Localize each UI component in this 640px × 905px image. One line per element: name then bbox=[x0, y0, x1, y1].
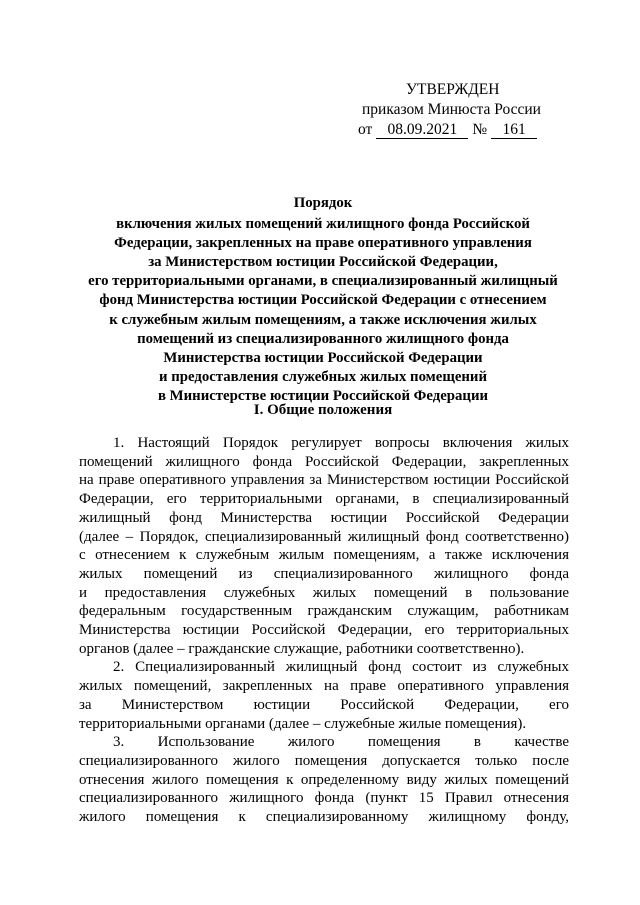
paragraph-2-line: 2. Специализированный жилищный фонд состоит из служебных bbox=[113, 659, 569, 676]
paragraph-1-line: (далее – Порядок, специализированный жилищный фонд соответственно) bbox=[79, 528, 569, 545]
section-heading: I. Общие положения bbox=[253, 402, 393, 418]
paragraph-3-line: отнесения жилого помещения к определенному виду жилых помещений bbox=[79, 771, 569, 788]
paragraph-1-line: жилых помещений из специализированного жилищного фонда bbox=[79, 565, 569, 582]
paragraph-1-line: жилищный фонд Министерства юстиции Российской Федерации bbox=[79, 509, 569, 526]
paragraph-2-line: территориальными органами (далее – служебные жилые помещения). bbox=[79, 715, 527, 732]
title-line: Федерации, закрепленных на праве оперативного управления bbox=[114, 235, 532, 252]
approval-stamp bbox=[358, 80, 558, 140]
document-title bbox=[80, 194, 566, 406]
paragraph-1-line: органов (далее – гражданские служащие, работники соответственно). bbox=[79, 640, 525, 657]
title-line: за Министерством юстиции Российской Федерации, bbox=[148, 254, 498, 271]
title-line: и предоставления служебных жилых помещений bbox=[159, 368, 487, 385]
approval-title: УТВЕРЖДЕН bbox=[406, 81, 500, 98]
title-line: помещений из специализированного жилищного фонда bbox=[137, 330, 509, 347]
paragraph-3-line: жилого помещения к специализированному жилищному фонду, bbox=[79, 809, 569, 826]
paragraph-1-line: Министерства юстиции Российской Федерации, его территориальных bbox=[79, 622, 569, 639]
paragraph-3-line: специализированного жилого помещения допускается только после bbox=[79, 752, 569, 769]
number-label: № bbox=[472, 121, 488, 138]
title-line: его территориальными органами, в специализированный жилищный bbox=[88, 273, 558, 290]
title-line: фонд Министерства юстиции Российской Федерации с отнесением bbox=[99, 292, 547, 309]
paragraph-2-line: жилых помещений, закрепленных на праве оперативного управления bbox=[79, 678, 569, 695]
approval-date-line bbox=[358, 120, 558, 140]
title-line: включения жилых помещений жилищного фонда Российской bbox=[116, 216, 530, 233]
paragraph-1-line: и предоставления служебных жилых помещений в пользование bbox=[79, 584, 569, 601]
paragraph-1-line: на праве оперативного управления за Министерством юстиции Российской bbox=[79, 472, 569, 489]
paragraph-1-line: помещений жилищного фонда Российской Федерации, закрепленных bbox=[79, 453, 569, 470]
title-line: Министерства юстиции Российской Федерации bbox=[163, 349, 483, 366]
order-date: 08.09.2021 bbox=[376, 121, 468, 139]
title-line: в Министерстве юстиции Российской Федерации bbox=[157, 387, 489, 404]
paragraph-1-line: с отнесением к служебным жилым помещениям, а также исключения bbox=[79, 547, 569, 564]
order-number: 161 bbox=[491, 121, 537, 139]
paragraph-3-line: специализированного жилищного фонда (пункт 15 Правил отнесения bbox=[79, 790, 569, 807]
paragraph-1-line: Федерации, его территориальными органами, в специализированный bbox=[79, 491, 569, 508]
paragraph-3-line: 3. Использование жилого помещения в качестве bbox=[113, 734, 569, 751]
title-heading: Порядок bbox=[293, 195, 353, 211]
paragraph-1-line: 1. Настоящий Порядок регулирует вопросы включения жилых bbox=[113, 435, 569, 451]
body-text bbox=[79, 434, 569, 827]
paragraph-1-line: федеральным государственным гражданским служащим, работникам bbox=[79, 603, 569, 620]
paragraph-2-line: за Министерством юстиции Российской Федерации, его bbox=[79, 696, 569, 713]
date-prefix: от bbox=[358, 121, 373, 138]
approval-order-line: приказом Минюста России bbox=[362, 101, 541, 118]
title-line: к служебным жилым помещениям, а также исключения жилых bbox=[109, 311, 537, 328]
